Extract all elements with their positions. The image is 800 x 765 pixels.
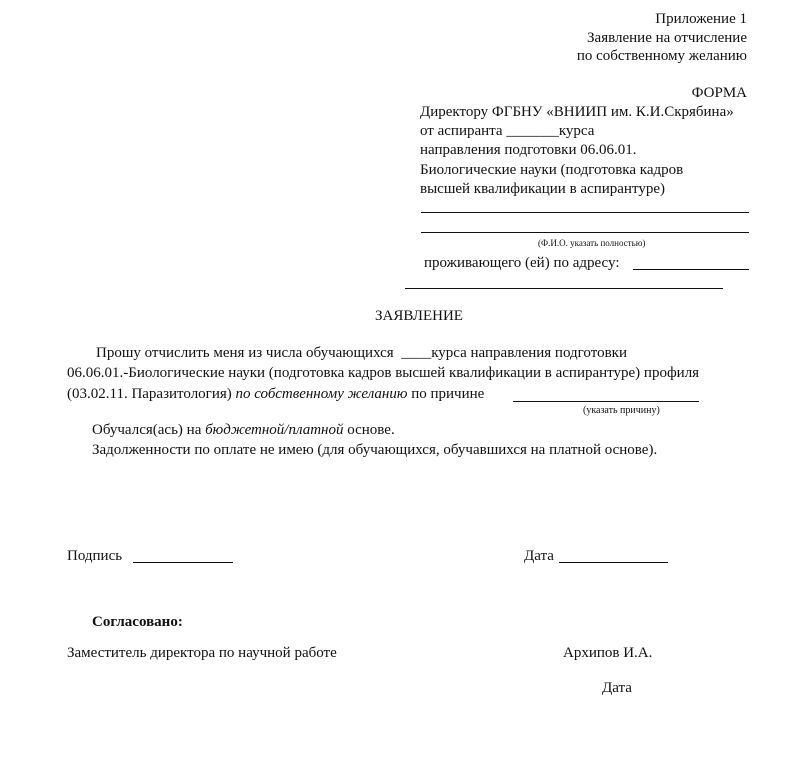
- appendix-line-3: по собственному желанию: [576, 48, 747, 64]
- approval-name: Архипов И.А.: [563, 645, 653, 661]
- body-line-3-a: (03.02.11. Паразитология): [67, 386, 232, 402]
- signature-line[interactable]: [133, 562, 233, 563]
- statement-title: ЗАЯВЛЕНИЕ: [375, 308, 463, 324]
- body-line-1-a: Прошу отчислить меня из числа обучающихся: [96, 345, 394, 361]
- signature-date-label: Дата: [524, 548, 554, 564]
- fio-line-2[interactable]: [421, 232, 749, 233]
- body-line-4: [92, 421, 395, 439]
- signature-label: Подпись: [67, 548, 123, 564]
- body-line-4-b: основе.: [347, 422, 395, 438]
- approval-date-label: Дата: [602, 680, 632, 696]
- addressee-line-3: направления подготовки 06.06.01.: [420, 142, 637, 158]
- signature-date-line[interactable]: [559, 562, 668, 563]
- reason-line[interactable]: [513, 401, 699, 402]
- appendix-line-1: Приложение 1: [655, 11, 747, 27]
- address-line-1[interactable]: [633, 269, 749, 270]
- addressee-course-line: [420, 122, 594, 140]
- form-label: ФОРМА: [691, 85, 747, 101]
- address-label: проживающего (ей) по адресу:: [424, 255, 620, 271]
- fio-hint: (Ф.И.О. указать полностью): [538, 238, 646, 248]
- body-line-4-a: Обучался(ась) на: [92, 422, 202, 438]
- course-blank: _______: [506, 123, 559, 139]
- body-line-2: 06.06.01.-Биологические науки (подготовка кадров высшей квалификации в аспирантуре) профиля: [67, 365, 700, 381]
- course-suffix: курса: [558, 123, 595, 139]
- address-line-2[interactable]: [405, 288, 723, 289]
- addressee-line-1: Директору ФГБНУ «ВНИИП им. К.И.Скрябина»: [420, 104, 734, 120]
- fio-line-1[interactable]: [421, 212, 749, 213]
- appendix-line-2: Заявление на отчисление: [587, 30, 747, 46]
- addressee-line-5: высшей квалификации в аспирантуре): [420, 181, 665, 197]
- body-line-1-b: курса направления подготовки: [431, 345, 627, 361]
- approval-title: Согласовано:: [92, 614, 183, 630]
- reason-hint: (указать причину): [583, 405, 660, 416]
- body-line-3: [67, 385, 484, 403]
- approval-position: Заместитель директора по научной работе: [67, 645, 337, 661]
- body-line-5: Задолженности по оплате не имею (для обучающихся, обучавшихся на платной основе).: [92, 442, 658, 458]
- body-line-3-b: по причине: [411, 386, 485, 402]
- body-line-4-italic: бюджетной/платной: [205, 422, 344, 438]
- course-prefix: от аспиранта: [420, 123, 503, 139]
- addressee-line-4: Биологические науки (подготовка кадров: [420, 162, 684, 178]
- course-number-blank: ____: [401, 345, 432, 361]
- body-line-1: [96, 344, 627, 362]
- body-line-3-italic: по собственному желанию: [235, 386, 408, 402]
